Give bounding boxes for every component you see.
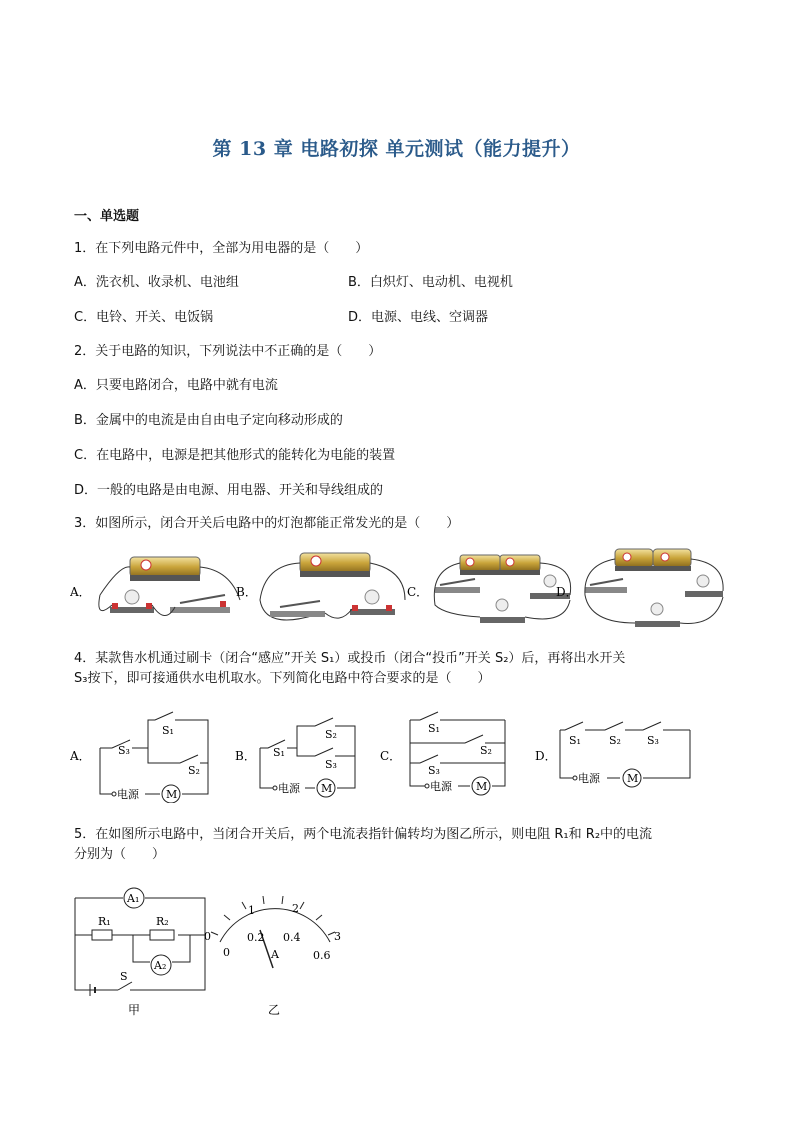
q3-figure-d	[585, 549, 723, 627]
svg-text:S₁: S₁	[569, 734, 581, 747]
svg-text:S₁: S₁	[428, 722, 440, 735]
svg-text:R₁: R₁	[98, 915, 111, 928]
q3-label-d: D．	[556, 585, 578, 599]
svg-text:A: A	[271, 948, 279, 961]
q2-option-b: B．金属中的电流是由自由电子定向移动形成的	[74, 413, 343, 428]
svg-text:0: 0	[204, 930, 211, 943]
q5-stem-line1: 5．在如图所示电路中，当闭合开关后，两个电流表指针偏转均为图乙所示，则电阻 R₁和 R₂中的电流	[74, 827, 653, 842]
q1-option-d: D．电源、电线、空调器	[348, 310, 489, 325]
q4-circuit-figures	[70, 708, 700, 803]
q2-option-c: C．在电路中，电源是把其他形式的能转化为电能的装置	[74, 448, 396, 463]
section-heading: 一、单选题	[74, 209, 140, 224]
svg-text:甲: 甲	[128, 1003, 141, 1017]
svg-text:电源: 电源	[578, 772, 600, 785]
q1-option-a: A．洗衣机、收录机、电池组	[74, 275, 239, 290]
svg-text:乙: 乙	[268, 1003, 281, 1017]
svg-text:0.2: 0.2	[247, 931, 265, 944]
q5-stem-line2: 分别为（ ）	[74, 847, 166, 862]
svg-text:D．: D．	[535, 749, 557, 763]
q2-option-a: A．只要电路闭合，电路中就有电流	[74, 378, 278, 393]
q4-figure-d	[535, 722, 690, 787]
q5-ammeter-dial-yi	[204, 896, 341, 1017]
q1-option-c: C．电铃、开关、电饭锅	[74, 310, 214, 325]
svg-text:0: 0	[223, 946, 230, 959]
svg-text:S₃: S₃	[118, 744, 130, 757]
svg-text:3: 3	[334, 930, 341, 943]
q3-figure-a	[99, 557, 240, 616]
q3-circuit-figures	[70, 545, 725, 635]
svg-text:A．: A．	[70, 749, 91, 763]
q4-figure-b	[235, 718, 355, 797]
svg-text:B．: B．	[235, 749, 256, 763]
q3-label-c: C．	[407, 585, 429, 599]
svg-text:S: S	[120, 970, 128, 983]
svg-text:电源: 电源	[430, 780, 452, 793]
q3-label-b: B．	[236, 585, 257, 599]
q4-figure-a	[70, 712, 208, 803]
q3-stem: 3．如图所示，闭合开关后电路中的灯泡都能正常发光的是（ ）	[74, 516, 460, 531]
svg-text:S₂: S₂	[480, 744, 492, 757]
svg-text:S₂: S₂	[609, 734, 621, 747]
svg-text:0.4: 0.4	[283, 931, 301, 944]
q3-figure-b	[260, 553, 405, 620]
svg-text:A₁: A₁	[127, 892, 140, 905]
svg-text:S₂: S₂	[325, 728, 337, 741]
q5-circuit-jia	[75, 888, 205, 1017]
q3-figure-c	[434, 555, 570, 623]
page-title: 第 13 章 电路初探 单元测试（能力提升）	[212, 138, 581, 160]
svg-text:M: M	[627, 772, 639, 785]
svg-text:1: 1	[248, 904, 255, 917]
q2-stem: 2．关于电路的知识，下列说法中不正确的是（ ）	[74, 344, 382, 359]
q4-figure-c	[380, 712, 505, 795]
q4-stem-line1: 4．某款售水机通过刷卡（闭合“感应”开关 S₁）或投币（闭合“投币”开关 S₂）后，再将出水开关	[74, 651, 626, 666]
q4-stem-line2: S₃按下，即可接通供水电机取水。下列简化电路中符合要求的是（ ）	[74, 671, 491, 686]
q3-label-a: A．	[70, 585, 91, 599]
q1-option-b: B．白炽灯、电动机、电视机	[348, 275, 513, 290]
svg-text:M: M	[476, 780, 488, 793]
svg-text:M: M	[166, 788, 178, 801]
svg-text:电源: 电源	[278, 782, 300, 795]
svg-text:M: M	[321, 782, 333, 795]
q1-stem: 1．在下列电路元件中，全部为用电器的是（ ）	[74, 241, 369, 256]
svg-text:S₁: S₁	[162, 724, 174, 737]
q5-figures	[70, 880, 360, 1020]
svg-text:S₃: S₃	[325, 758, 337, 771]
svg-text:S₃: S₃	[428, 764, 440, 777]
svg-text:电源: 电源	[117, 788, 139, 801]
svg-text:S₁: S₁	[273, 746, 285, 759]
svg-text:S₂: S₂	[188, 764, 200, 777]
svg-text:S₃: S₃	[647, 734, 659, 747]
svg-text:0.6: 0.6	[313, 949, 331, 962]
svg-text:A₂: A₂	[154, 959, 167, 972]
svg-text:C．: C．	[380, 749, 402, 763]
svg-text:R₂: R₂	[156, 915, 169, 928]
svg-text:2: 2	[292, 902, 299, 915]
q2-option-d: D．一般的电路是由电源、用电器、开关和导线组成的	[74, 483, 384, 498]
